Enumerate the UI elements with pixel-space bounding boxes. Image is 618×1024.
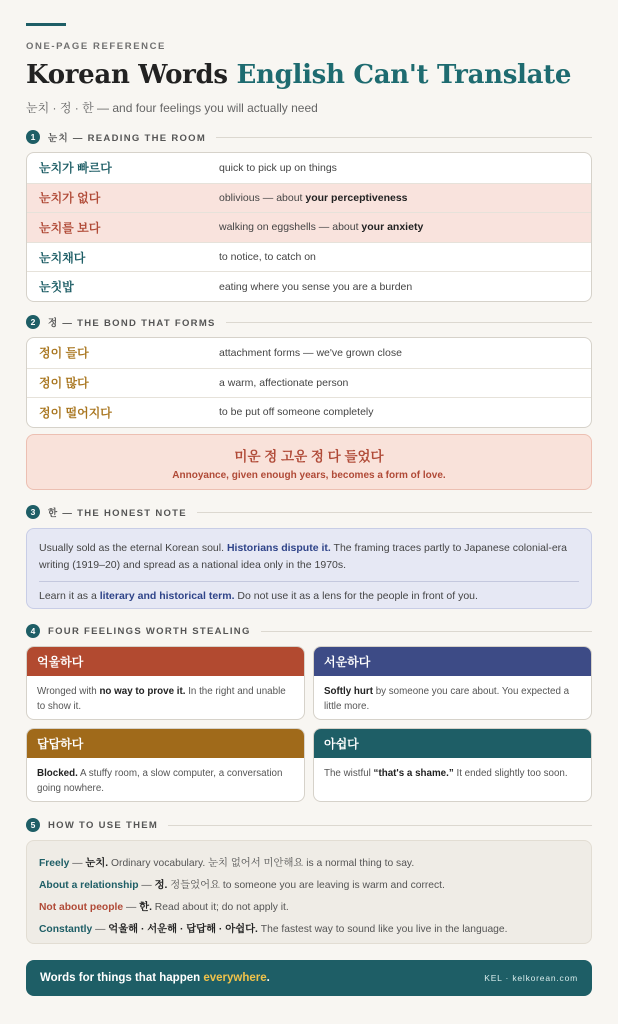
section-header-nunchi <box>26 130 592 144</box>
section-number: 1 <box>26 130 40 144</box>
card-description: Softly hurt by someone you care about. You expected a little more. <box>324 686 570 712</box>
footer-tagline: Words for things that happen everywhere. <box>40 972 270 984</box>
card-description: Blocked. A stuffy room, a slow computer, a conversation going nowhere. <box>37 768 283 794</box>
title-accent: English Can't Translate <box>236 60 572 90</box>
card-title: 서운하다 <box>314 647 591 676</box>
top-accent-bar <box>26 23 66 26</box>
proverb-korean: 미운 정 고운 정 다 들었다 <box>234 449 384 464</box>
feeling-card <box>313 646 592 720</box>
definition: attachment forms — we've grown close <box>219 346 402 359</box>
section-label: 한 — THE HONEST NOTE <box>48 508 187 519</box>
howto-line: Not about people — 한. Read about it; do not apply it. <box>39 902 289 913</box>
note-divider <box>39 581 579 582</box>
definition: oblivious — about your perceptiveness <box>219 191 408 204</box>
note-paragraph: Learn it as a literary and historical term. Do not use it as a lens for the people in front of you. <box>39 590 478 602</box>
section-label: 정 — THE BOND THAT FORMS <box>48 318 216 329</box>
card-title: 억울하다 <box>27 647 304 676</box>
howto-box <box>26 840 592 944</box>
section-rule <box>261 631 592 632</box>
title-main: Korean Words <box>26 60 237 90</box>
section-header-feelings <box>26 624 592 638</box>
section-header-jeong <box>26 315 592 329</box>
footer-banner <box>26 960 592 996</box>
term: 정이 들다 <box>39 346 89 361</box>
card-title: 아쉽다 <box>314 729 591 758</box>
term: 눈치가 없다 <box>39 191 101 206</box>
card-description: The wistful “that's a shame.” It ended slightly too soon. <box>324 768 568 779</box>
page-subtitle: 눈치 · 정 · 한 — and four feelings you will actually need <box>26 101 318 115</box>
han-note <box>26 528 592 609</box>
term: 눈치를 보다 <box>39 220 101 235</box>
footer-brand: KEL · kelkorean.com <box>484 973 578 983</box>
table-row <box>27 338 591 368</box>
section-rule <box>168 825 592 826</box>
table-row <box>27 368 591 398</box>
proverb-box <box>26 434 592 490</box>
term: 눈치채다 <box>39 250 86 265</box>
section-number: 2 <box>26 315 40 329</box>
definition: to notice, to catch on <box>219 251 316 264</box>
section-label: FOUR FEELINGS WORTH STEALING <box>48 625 251 637</box>
howto-line: Constantly — 억울해 · 서운해 · 답답해 · 아쉽다. The fastest way to sound like you live in the language. <box>39 924 508 935</box>
section-number: 4 <box>26 624 40 638</box>
definition: walking on eggshells — about your anxiety <box>219 221 424 234</box>
definition: eating where you sense you are a burden <box>219 280 413 293</box>
table-row <box>27 397 591 427</box>
card-description: Wronged with no way to prove it. In the right and unable to show it. <box>37 686 286 712</box>
term: 눈칫밥 <box>39 280 74 295</box>
table-row <box>27 271 591 301</box>
section-rule <box>197 512 592 513</box>
section-rule <box>226 322 592 323</box>
feeling-card <box>313 728 592 802</box>
page-title <box>26 60 571 90</box>
table-row <box>27 153 591 183</box>
feeling-card <box>26 728 305 802</box>
note-paragraph: Usually sold as the eternal Korean soul. Historians dispute it. The framing traces partly to Japanese colonial-era writing (1919–20) and spread as a national idea only in the 1970s. <box>39 542 567 571</box>
feeling-card <box>26 646 305 720</box>
section-number: 3 <box>26 505 40 519</box>
definition: to be put off someone completely <box>219 406 374 419</box>
term: 정이 떨어지다 <box>39 405 112 420</box>
card-title: 답답하다 <box>27 729 304 758</box>
section-header-han <box>26 505 592 519</box>
definition: quick to pick up on things <box>219 161 337 174</box>
table-row <box>27 212 591 242</box>
proverb-english: Annoyance, given enough years, becomes a form of love. <box>172 470 446 481</box>
eyebrow: ONE-PAGE REFERENCE <box>26 41 166 52</box>
howto-line: Freely — 눈치. Ordinary vocabulary. 눈치 없어서 미안해요 is a normal thing to say. <box>39 858 415 869</box>
section-label: 눈치 — READING THE ROOM <box>48 133 207 144</box>
section-label: HOW TO USE THEM <box>48 819 159 831</box>
table-row <box>27 183 591 213</box>
jeong-table <box>26 337 592 428</box>
section-header-howto <box>26 818 592 832</box>
section-number: 5 <box>26 818 40 832</box>
howto-line: About a relationship — 정. 정들었어요 to someone you are leaving is warm and correct. <box>39 880 445 891</box>
section-rule <box>216 137 592 138</box>
nunchi-table <box>26 152 592 302</box>
definition: a warm, affectionate person <box>219 376 349 389</box>
term: 눈치가 빠르다 <box>39 161 112 176</box>
term: 정이 많다 <box>39 376 89 391</box>
table-row <box>27 242 591 272</box>
